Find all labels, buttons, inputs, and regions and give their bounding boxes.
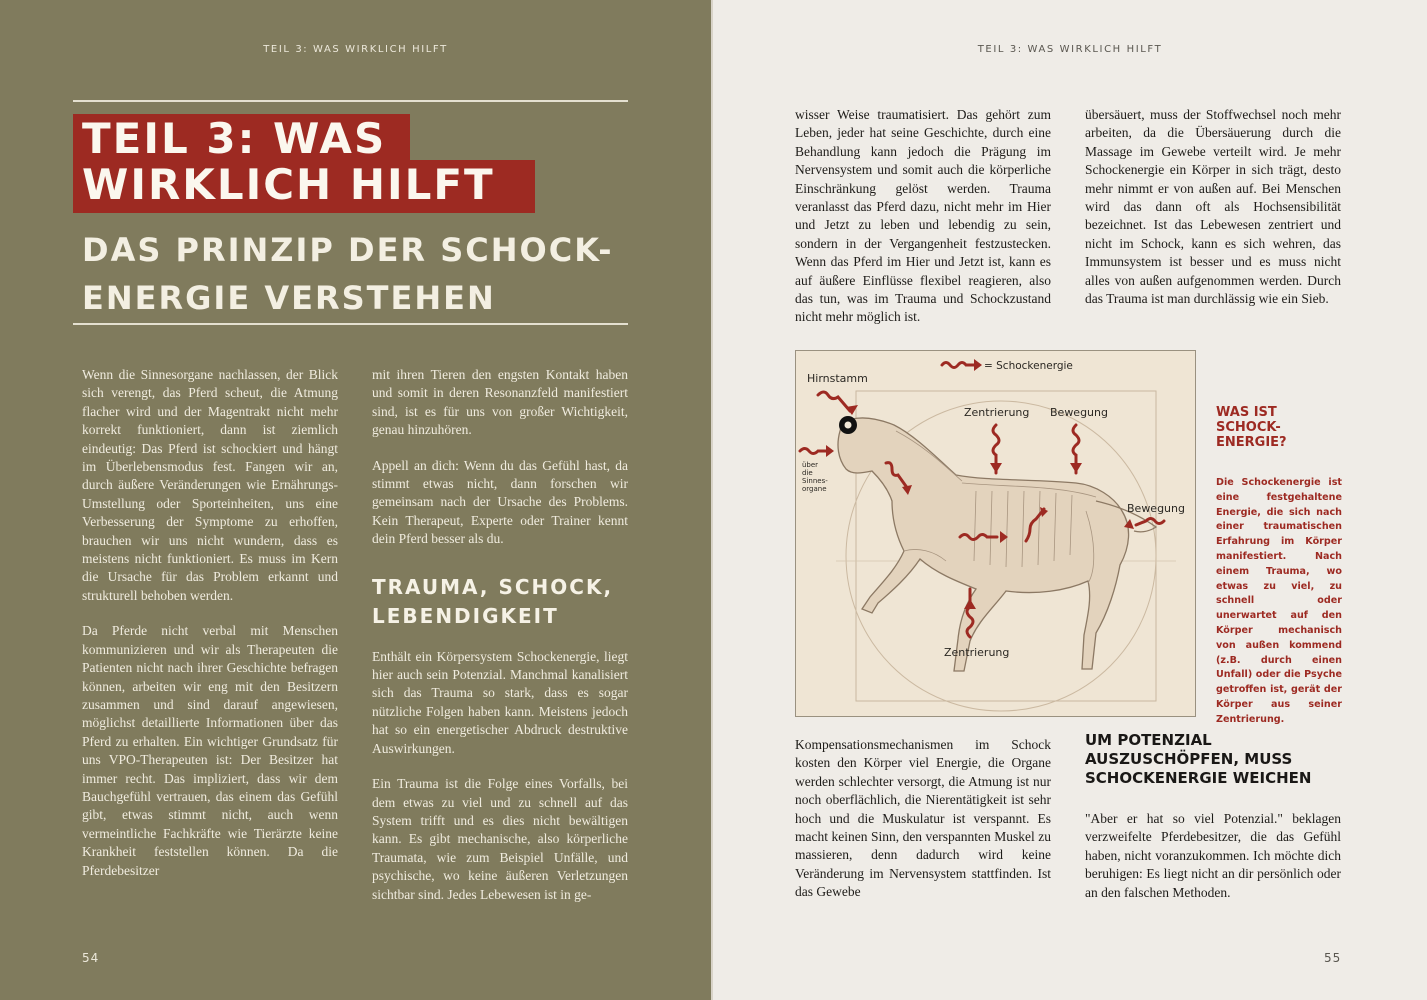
- chapter-title: [82, 116, 495, 208]
- paragraph: Enthält ein Körpersystem Schockenergie, liegt hier auch sein Potenzial. Manchmal kanalisiert sich das Trauma so stark, dass es sogar nützliche Folgen haben kann. Meistens jedoch hat so ein energetischer Abdruck destruktive Auswirkungen.: [372, 648, 628, 756]
- horse-drawing: [796, 351, 1195, 716]
- right-top-column-1: [795, 106, 1051, 344]
- label-sinne-1: über: [802, 461, 819, 469]
- left-column-1: [82, 366, 338, 897]
- figure-legend: = Schockenergie: [984, 360, 1073, 372]
- sidebar-box: [1216, 405, 1342, 728]
- title-rule-bottom: [73, 323, 628, 325]
- label-sinne-2: die: [802, 469, 813, 477]
- paragraph: mit ihren Tieren den engsten Kontakt haben und somit in deren Resonanzfeld manifestiert sind, ist es für uns von großer Wichtigkeit, genau hinzuhören.: [372, 367, 628, 438]
- label-zentrierung-top: Zentrierung: [964, 406, 1030, 419]
- section-heading: TRAUMA, SCHOCK, LEBENDIGKEIT: [372, 574, 614, 628]
- running-head-right: TEIL 3: WAS WIRKLICH HILFT: [977, 44, 1163, 55]
- paragraph: Ein Trauma ist die Folge eines Vorfalls, bei dem etwas zu viel und zu schnell auf das System trifft und es dies nicht bewältigen kann. Es gibt mechanische, also körperliche Traumata, wie zum Beispiel Unfälle, und psychische, wo keine äußeren Verletzungen sichtbar sind. Jedes Lebewesen ist in ge-: [372, 776, 628, 902]
- paragraph: wisser Weise traumatisiert. Das gehört zum Leben, jeder hat seine Geschichte, durch eine Behandlung kann jedoch die Prägung im Nervensystem und somit auch die körperliche Einschränkung gelöst werden. Trauma veranlasst das Pferd dazu, nicht mehr im Hier und Jetzt zu leben und lebendig zu sein, sondern in der Vergangenheit festzustecken. Wenn das Pferd im Hier und Jetzt ist, kann es auf äußere Einflüsse flexibel reagieren, also das tun, was im Trauma und Schockzustand nicht mehr möglich ist.: [795, 107, 1051, 325]
- horse-illustration: [795, 350, 1196, 717]
- section-heading-2: UM POTENZIAL AUSZUSCHÖPFEN, MUSS SCHOCKENERGIE WEICHEN: [1085, 731, 1312, 787]
- right-top-column-2: [1085, 106, 1341, 325]
- label-sinne-4: organe: [802, 485, 827, 493]
- title-rule-top: [73, 100, 628, 102]
- sidebar-text: Die Schockenergie ist eine festgehaltene Energie, die sich nach einer traumatischen Erfahrung im Körper manifestiert. Nach einem Trauma, wo etwas zu viel, zu schnell oder unerwartet auf den Körper mechanisch von außen kommend (z.B. durch einen Unfall) oder die Psyche getroffen ist, gerät der Körper aus seiner Zentrierung.: [1216, 477, 1342, 725]
- paragraph: übersäuert, muss der Stoffwechsel noch mehr arbeiten, da die Übersäuerung durch die Massage im Gewebe verteilt wird. Je mehr Schockenergie ein Körper in sich trägt, desto mehr nimmt er von außen auf. Bei Menschen wird das dann oft als Hochsensibilität bezeichnet. Ist das Lebewesen zentriert und nicht im Schock, kann es sich wehren, das Immunsystem ist besser und es muss nicht alles von außen aufgenommen werden. Durch das Trauma ist man durchlässig wie ein Sieb.: [1085, 107, 1341, 307]
- chapter-title-line1: TEIL 3: WAS: [82, 114, 387, 163]
- right-page: [713, 0, 1427, 1000]
- label-zentrierung-bottom: Zentrierung: [944, 646, 1010, 659]
- left-column-2: [372, 366, 628, 921]
- paragraph: Kompensationsmechanismen im Schock kosten den Körper viel Energie, die Organe werden schlechter versorgt, die Atmung ist nur noch oberflächlich, die Nierentätigkeit ist sehr hoch und die Muskulatur ist verspannt. Es macht keinen Sinn, den verspannten Muskel zu massieren, denn dadurch wird keine Veränderung im Nervensystem stattfinden. Ist das Gewebe: [795, 737, 1051, 900]
- label-bewegung-right: Bewegung: [1127, 502, 1185, 515]
- sidebar-title: WAS IST SCHOCK-ENERGIE?: [1216, 405, 1287, 450]
- left-page: [0, 0, 711, 1000]
- paragraph: Appell an dich: Wenn du das Gefühl hast, da stimmt etwas nicht, dann forschen wir gemeinsam nach der Ursache des Problems. Kein Therapeut, Experte oder Trainer kennt dein Pferd besser als du.: [372, 457, 628, 547]
- running-head-left: TEIL 3: WAS WIRKLICH HILFT: [263, 44, 448, 55]
- label-bewegung-top: Bewegung: [1050, 406, 1108, 419]
- chapter-title-line2: WIRKLICH HILFT: [82, 160, 495, 209]
- paragraph: Wenn die Sinnesorgane nachlassen, der Blick sich verengt, das Pferd scheut, die Atmung flacher wird und der Magentrakt nicht mehr korrekt funktioniert, dann ist ziemlich eindeutig: Das Pferd ist schockiert und hängt im Überlebensmodus fest. Fangen wir an, durch äußere Veränderungen wie Ernährungs-Umstellung oder Sporteinheiten, uns eine Verbesserung der Symptome zu erhoffen, brauchen wir uns nicht wundern, dass es meistens nicht funktioniert. Es muss im Kern die Ursache für das Problem erkannt und strukturell behoben werden.: [82, 367, 338, 603]
- right-bottom-column-2: [1085, 810, 1341, 919]
- page-number-right: 55: [1324, 951, 1342, 965]
- label-hirnstamm: Hirnstamm: [807, 372, 868, 385]
- right-bottom-column-1: [795, 736, 1051, 919]
- label-sinne-3: Sinnes-: [802, 477, 828, 485]
- paragraph: "Aber er hat so viel Potenzial." beklagen verzweifelte Pferdebesitzer, die das Gefühl haben, nicht voranzukommen. Ich möchte dich beruhigen: Es liegt nicht an dir persönlich oder an den falschen Methoden.: [1085, 811, 1341, 900]
- page-number-left: 54: [82, 951, 100, 965]
- chapter-subtitle: DAS PRINZIP DER SCHOCK-ENERGIE VERSTEHEN: [82, 231, 614, 317]
- paragraph: Da Pferde nicht verbal mit Menschen kommunizieren und wir als Therapeuten die Patienten nicht nach ihrer Geschichte befragen können, arbeiten wir eng mit den Besitzern zusammen und sind darauf angewiesen, möglichst detaillierte Informationen über das Pferd zu erhalten. Ein wichtiger Grundsatz für uns VPO-Therapeuten ist: Der Besitzer hat immer recht. Das impliziert, dass wir dem Bauchgefühl vertrauen, das einem das Gefühl gibt, etwas stimmt nicht, auch wenn vermeintliche Fachkräfte wie Tierärzte keine Krankheit feststellen können. Da die Pferdebesitzer: [82, 623, 338, 878]
